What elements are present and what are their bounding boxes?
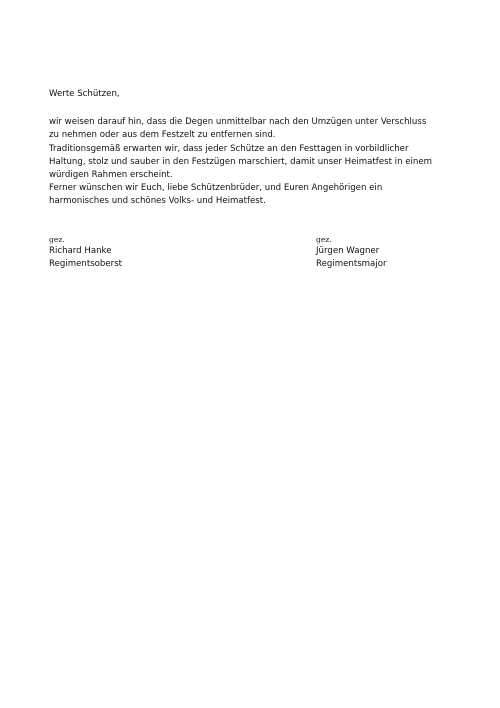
signatory-name: Jürgen Wagner xyxy=(316,246,380,256)
body-line: zu nehmen oder aus dem Festzelt zu entfernen sind. xyxy=(49,130,276,141)
signature-prefix: gez. xyxy=(49,235,65,244)
letter-body xyxy=(49,88,469,209)
signature-right xyxy=(316,235,386,271)
signatory-name: Richard Hanke xyxy=(49,246,112,256)
body-line: würdigen Rahmen erscheint. xyxy=(49,170,173,181)
body-line: Traditionsgemäß erwarten wir, dass jeder Schütze an den Festtagen in vorbildlicher xyxy=(49,143,409,154)
signature-prefix: gez. xyxy=(316,235,332,244)
signature-left xyxy=(49,235,122,271)
signatory-title: Regimentsmajor xyxy=(316,259,387,269)
salutation: Werte Schützen, xyxy=(49,89,120,99)
body-line: Haltung, stolz und sauber in den Festzügen marschiert, damit unser Heimatfest in einem xyxy=(49,156,433,167)
body-line: harmonisches und schönes Volks- und Heimatfest. xyxy=(49,196,266,207)
body-line: wir weisen darauf hin, dass die Degen unmittelbar nach den Umzügen unter Verschluss xyxy=(49,117,427,128)
signatory-title: Regimentsoberst xyxy=(49,259,123,269)
body-line: Ferner wünschen wir Euch, liebe Schützenbrüder, und Euren Angehörigen ein xyxy=(49,183,383,194)
